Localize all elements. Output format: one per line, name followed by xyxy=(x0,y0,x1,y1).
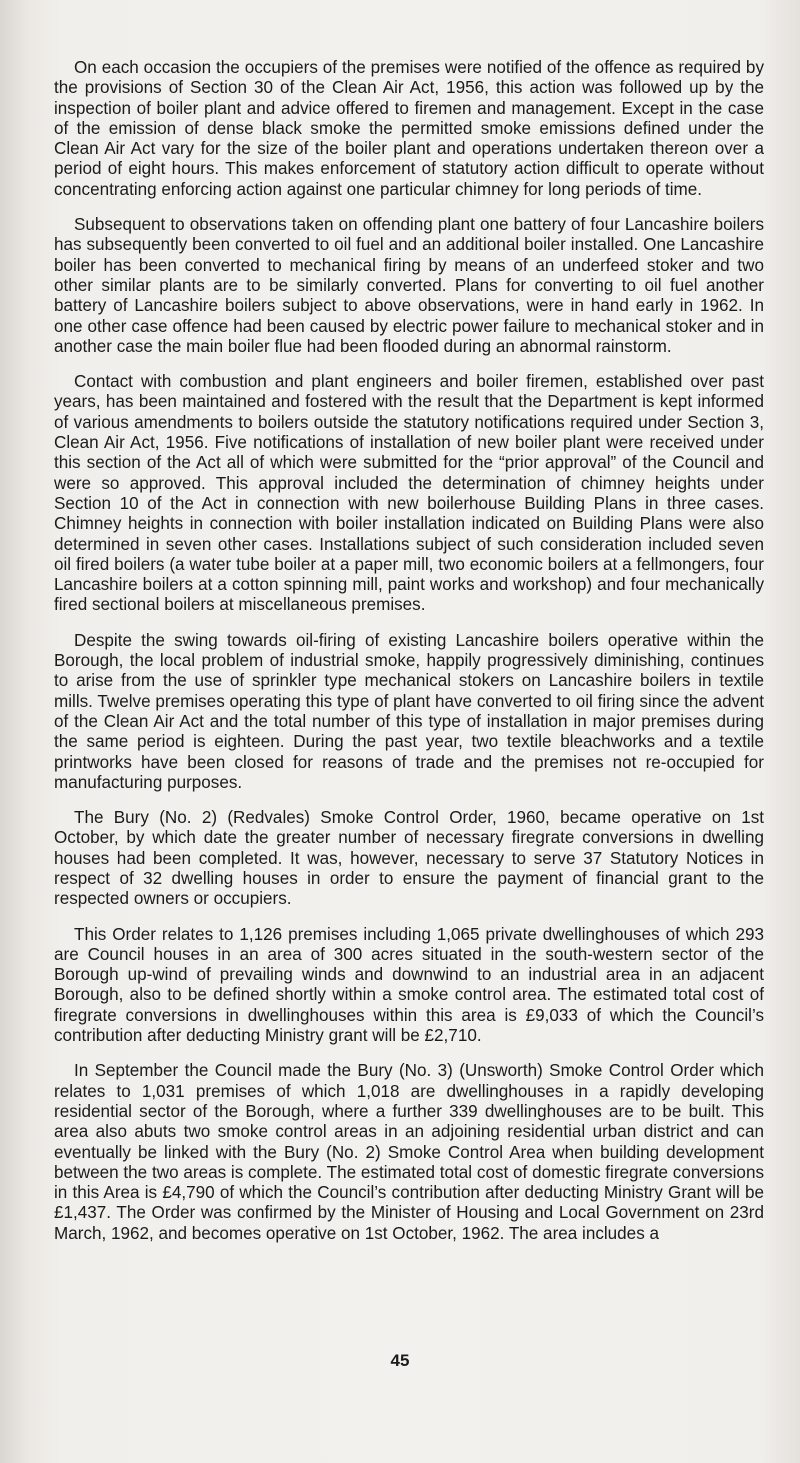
paragraph-unsworth-order: In September the Council made the Bury (No. 3) (Unsworth) Smoke Control Order which relates to 1,031 premises of which 1,018 are dwellinghouses in a rapidly developing residential sector of the Borough, where a further 339 dwellinghouses are to be built. This area also abuts two smoke control areas in an adjoining residential urban district and can eventually be linked with the Bury (No. 2) Smoke Control Area when building development between the two areas is complete. The estimated total cost of domestic firegrate conversions in this Area is £4,790 of which the Council’s contribution after deducting Ministry Grant will be £1,437. The Order was confirmed by the Minister of Housing and Local Government on 23rd March, 1962, and becomes operative on 1st October, 1962. The area includes a xyxy=(54,1061,764,1243)
paragraph-redvales-order: The Bury (No. 2) (Redvales) Smoke Control Order, 1960, became operative on 1st October, by which date the greater number of necessary firegrate conversions in dwelling houses had been completed. It was, however, necessary to serve 37 Statutory Notices in respect of 32 dwelling houses in order to ensure the payment of financial grant to the respected owners or occupiers. xyxy=(54,808,764,909)
paragraph-engineer-contact: Contact with combustion and plant engineers and boiler firemen, established over past years, has been maintained and fostered with the result that the Department is kept informed of various amendments to boilers outside the statutory notifications required under Section 3, Clean Air Act, 1956. Five notifications of installation of new boiler plant were received under this section of the Act all of which were submitted for the “prior approval” of the Council and were so approved. This approval included the determination of chimney heights under Section 10 of the Act in connection with new boilerhouse Building Plans in three cases. Chimney heights in connection with boiler installation indicated on Building Plans were also determined in seven other cases. Installations subject of such consideration included seven oil fired boilers (a water tube boiler at a paper mill, two economic boilers at a fellmongers, four Lancashire boilers at a cotton spinning mill, paint works and workshop) and four mechanically fired sectional boilers at miscellaneous premises. xyxy=(54,372,764,615)
paragraph-offence-notification: On each occasion the occupiers of the premises were notified of the offence as required by the provisions of Section 30 of the Clean Air Act, 1956, this action was followed up by the inspection of boiler plant and advice offered to firemen and management. Except in the case of the emission of dense black smoke the permitted smoke emissions defined under the Clean Air Act vary for the size of the boiler plant and operations undertaken thereon over a period of eight hours. This makes enforcement of statutory action difficult to operate without concentrating enforcing action against one particular chimney for long periods of time. xyxy=(54,58,764,199)
paragraph-oil-firing: Despite the swing towards oil-firing of existing Lancashire boilers operative within the Borough, the local problem of industrial smoke, happily progressively diminishing, continues to arise from the use of sprinkler type mechanical stokers on Lancashire boilers in textile mills. Twelve premises operating this type of plant have converted to oil firing since the advent of the Clean Air Act and the total number of this type of installation in major premises during the same period is eighteen. During the past year, two textile bleachworks and a textile printworks have been closed for reasons of trade and the premises not re-occupied for manufacturing purposes. xyxy=(54,630,764,792)
body-text xyxy=(54,58,764,1259)
page-number: 45 xyxy=(390,1351,410,1370)
paragraph-order-premises: This Order relates to 1,126 premises including 1,065 private dwellinghouses of which 293 are Council houses in an area of 300 acres situated in the south-western sector of the Borough up-wind of prevailing winds and downwind to an industrial area in an adjacent Borough, also to be defined shortly within a smoke control area. The estimated total cost of firegrate conversions in dwellinghouses within this area is £9,033 of which the Council’s contribution after deducting Ministry grant will be £2,710. xyxy=(54,924,764,1046)
paragraph-boiler-conversions: Subsequent to observations taken on offending plant one battery of four Lancashire boilers has subsequently been converted to oil fuel and an additional boiler installed. One Lancashire boiler has been converted to mechanical firing by means of an underfeed stoker and two other similar plants are to be similarly converted. Plans for converting to oil fuel another battery of Lancashire boilers subject to above observations, were in hand early in 1962. In one other case offence had been caused by electric power failure to mechanical stoker and in another case the main boiler flue had been flooded during an abnormal rainstorm. xyxy=(54,215,764,356)
